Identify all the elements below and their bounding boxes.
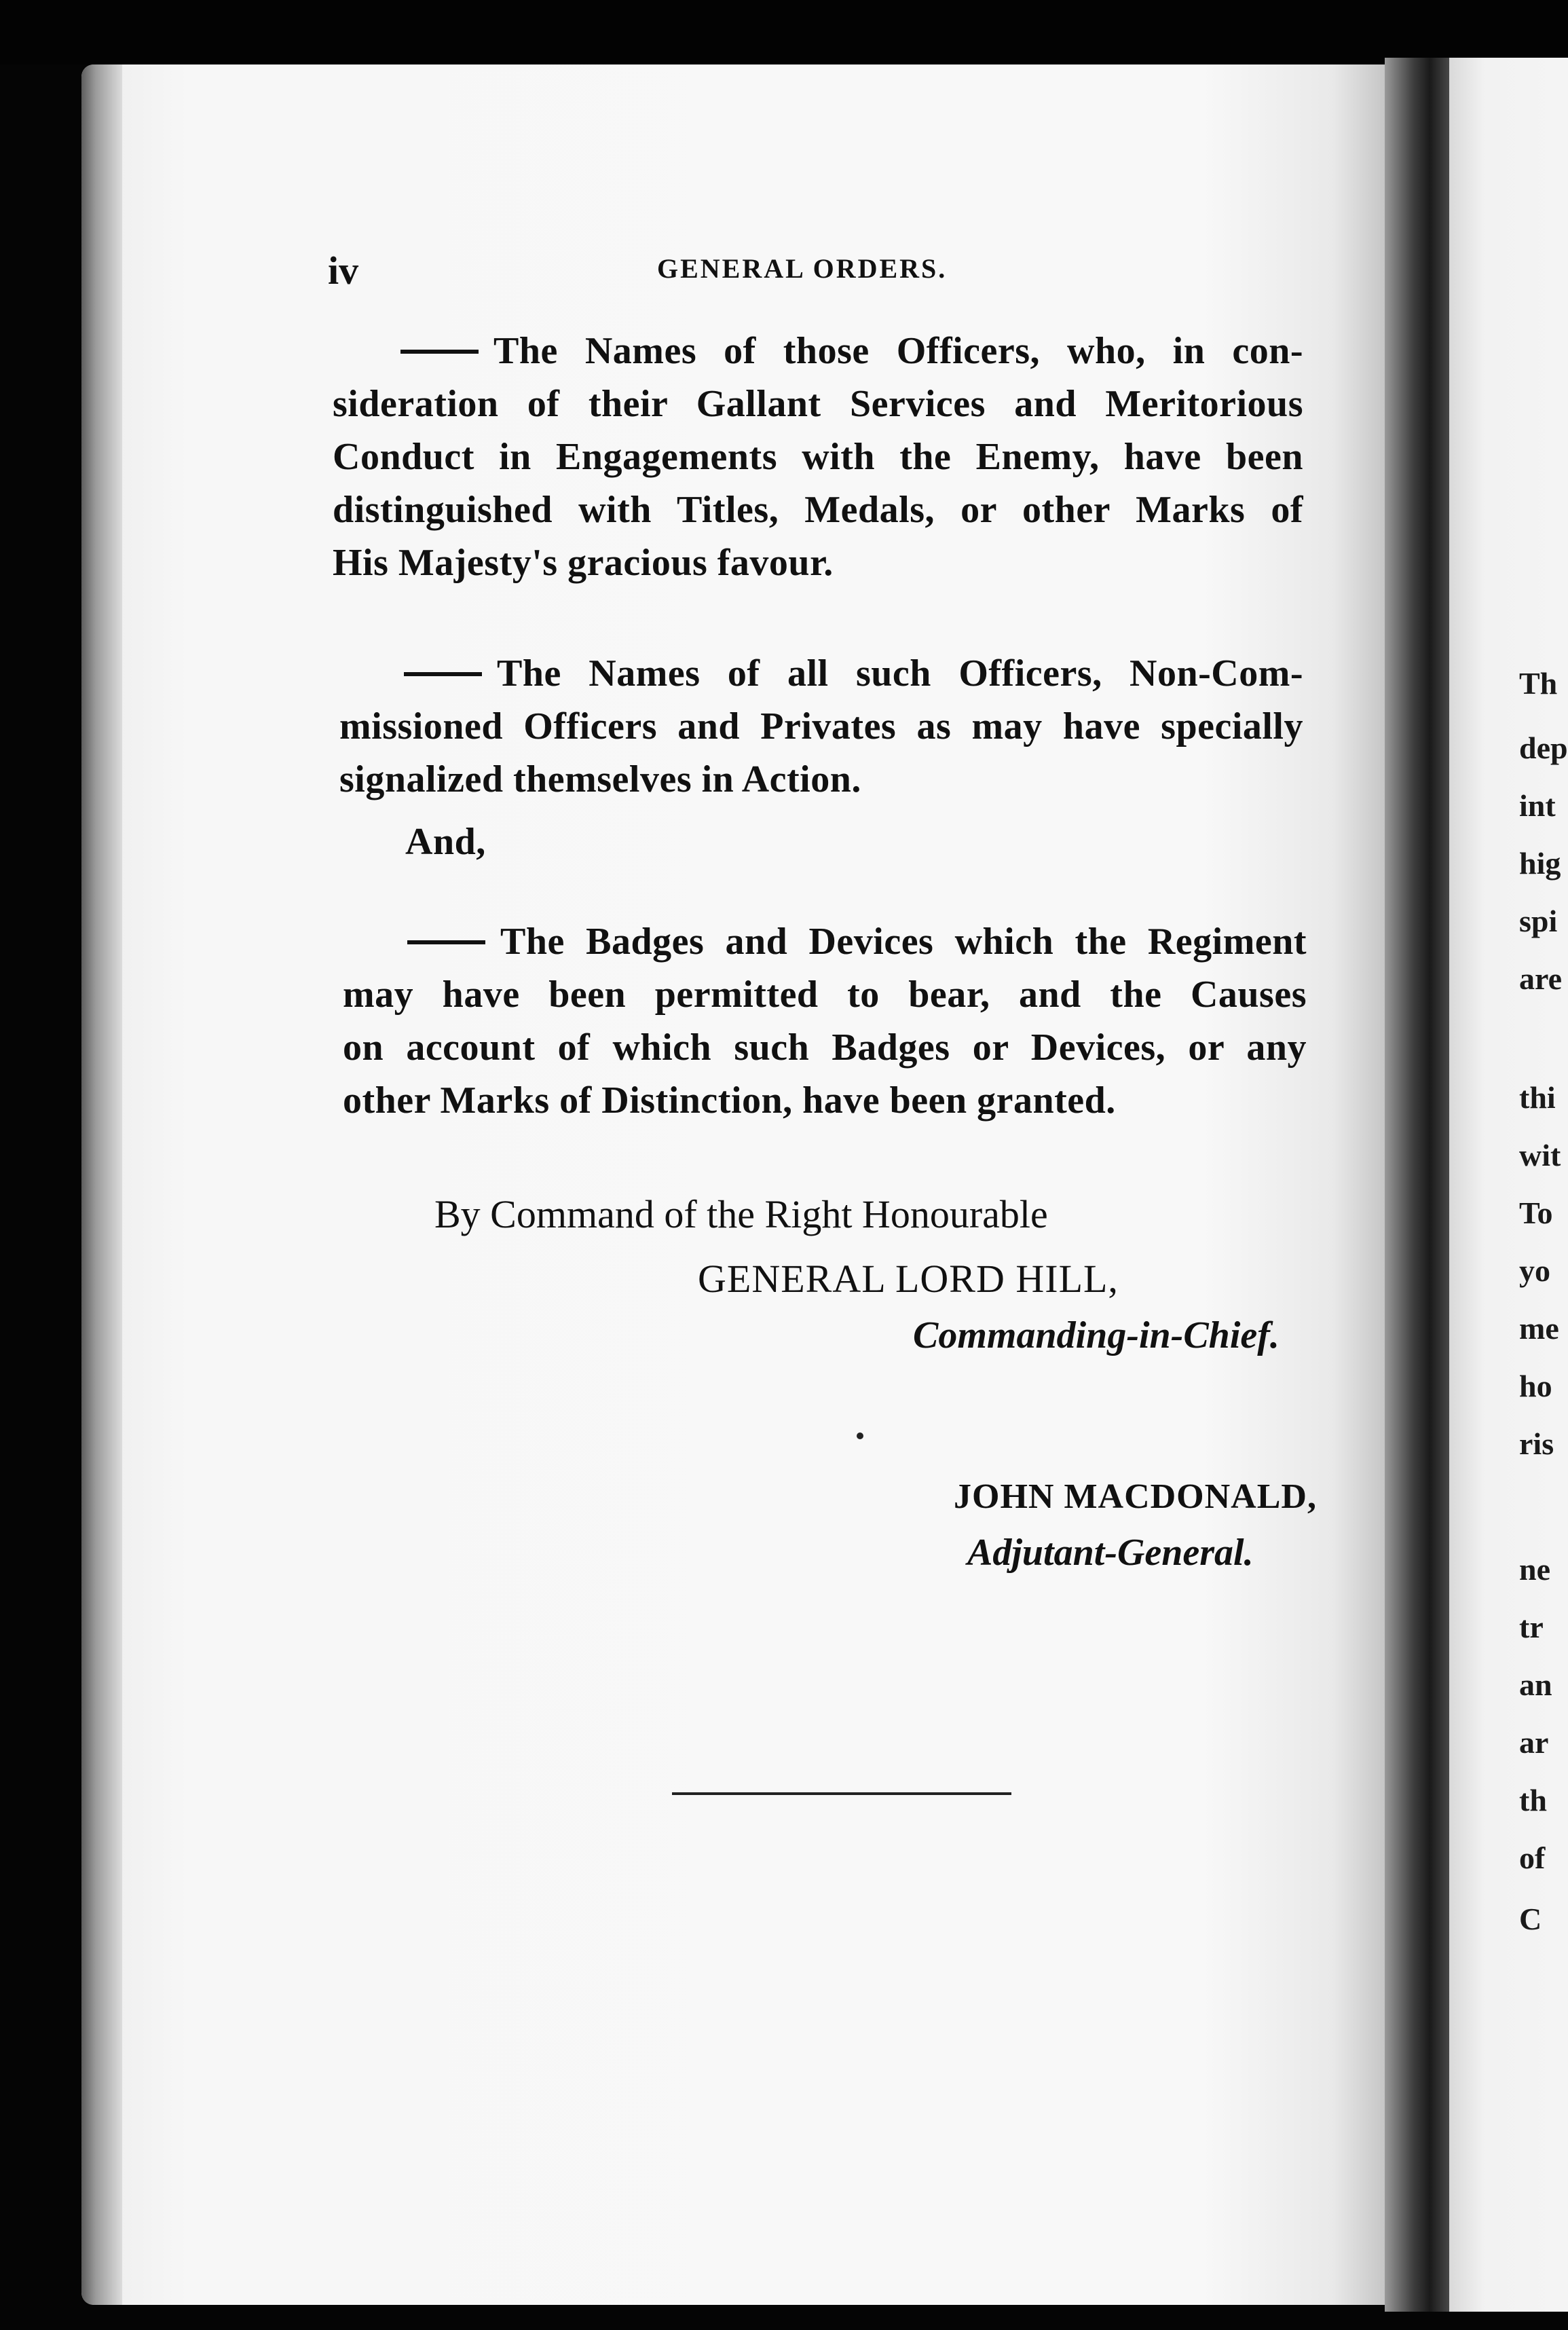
closing-rule [672,1792,1011,1795]
right-page-fragment: of [1519,1841,1546,1875]
paragraph-2-line-2: missioned Officers and Privates as may have specially [339,705,1303,747]
right-page-fragment: tr [1519,1610,1544,1644]
page-edge-shadow [81,64,122,2305]
right-page-fragment: thi [1519,1080,1556,1115]
paragraph-2-line-3: signalized themselves in Action. [339,758,861,800]
adjutant-name: JOHN MACDONALD, [954,1477,1317,1516]
signoff-intro: By Command of the Right Honourable [434,1192,1048,1236]
paragraph-1-line-1: The Names of those Officers, who, in con- [400,329,1303,373]
book-gutter [1385,58,1449,2312]
paragraph-1-line-3: Conduct in Engagements with the Enemy, have been [333,436,1303,478]
paragraph-2-line-1: The Names of all such Officers, Non-Com- [404,652,1303,695]
right-page-fragment: ho [1519,1369,1552,1403]
right-page-fragment: Th [1519,666,1558,701]
paragraph-3-line-4: other Marks of Distinction, have been granted. [343,1079,1116,1122]
scan-top-border [0,0,1568,64]
paragraph-3-line-1: The Badges and Devices which the Regiment [407,920,1307,963]
right-page-fragment: wit [1519,1138,1561,1172]
right-page-fragment: int [1519,788,1556,823]
page-number: iv [328,248,359,293]
right-page-fragment: ar [1519,1725,1549,1760]
right-page-fragment: are [1519,961,1563,996]
right-page-fragment: C [1519,1902,1542,1936]
paragraph-1-line-5: His Majesty's gracious favour. [333,542,834,584]
right-page-fragment: ne [1519,1552,1550,1587]
adjutant-title: Adjutant-General. [967,1532,1254,1574]
right-page-fragment: th [1519,1783,1547,1817]
right-page-fragment: yo [1519,1253,1550,1288]
paragraph-3-line-2: may have been permitted to bear, and the Causes [343,974,1307,1016]
printed-dot [857,1432,863,1439]
paragraph-3-line-3: on account of which such Badges or Devices, or any [343,1027,1307,1069]
right-page-fragment: hig [1519,846,1561,881]
paragraph-1-line-4: distinguished with Titles, Medals, or other Marks of [333,489,1303,531]
em-dash-rule [404,672,482,676]
running-head: GENERAL ORDERS. [657,253,948,284]
right-page-fragment: an [1519,1667,1552,1702]
right-page-edge [1449,58,1568,2312]
right-page-fragment: ris [1519,1426,1554,1461]
right-page-fragment: dep [1519,731,1568,765]
em-dash-rule [407,940,485,944]
signoff-title: Commanding-in-Chief. [913,1314,1280,1356]
em-dash-rule [400,350,479,354]
signoff-name: GENERAL LORD HILL, [698,1257,1119,1301]
right-page-fragment: To [1519,1196,1553,1230]
right-page-fragment: spi [1519,904,1558,938]
paragraph-1-line-2: sideration of their Gallant Services and Meritorious [333,383,1303,425]
and-line: And, [405,821,486,863]
right-page-fragment: me [1519,1311,1559,1346]
